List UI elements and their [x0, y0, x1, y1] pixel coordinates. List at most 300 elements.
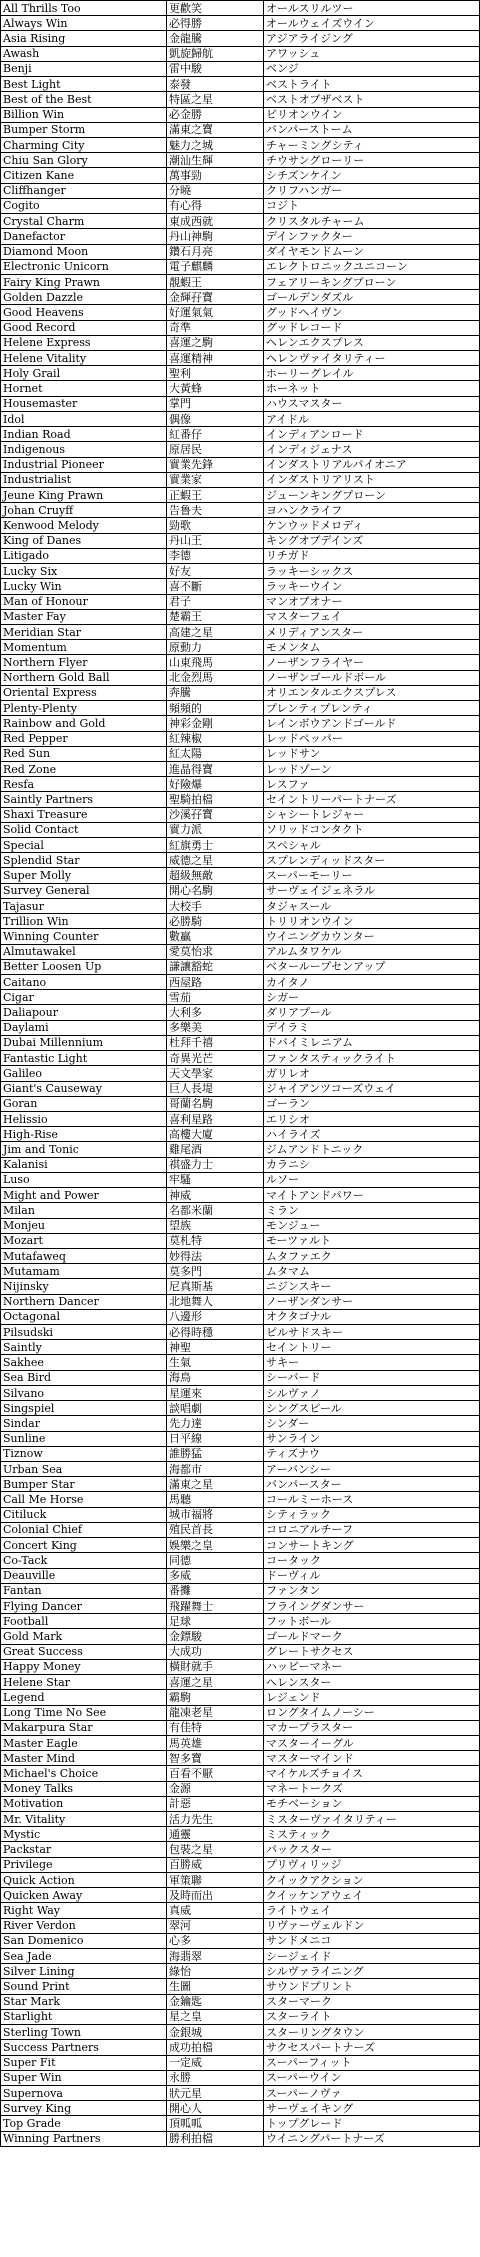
english-name-cell: Solid Contact	[1, 822, 167, 837]
japanese-name-cell: アーバンシー	[264, 1462, 480, 1477]
chinese-name-cell: 高樓大廈	[167, 1127, 264, 1142]
english-name-cell: Sunline	[1, 1431, 167, 1446]
english-name-cell: Tiznow	[1, 1446, 167, 1461]
chinese-name-cell: 勝利拍檔	[167, 2131, 264, 2146]
chinese-name-cell: 超級無敵	[167, 868, 264, 883]
table-row	[1, 351, 480, 366]
chinese-name-cell: 北金烈馬	[167, 670, 264, 685]
english-name-cell: Survey General	[1, 883, 167, 898]
japanese-name-cell: スーパーモーリー	[264, 868, 480, 883]
japanese-name-cell: シーバード	[264, 1370, 480, 1385]
english-name-cell: King of Danes	[1, 533, 167, 548]
table-row	[1, 1035, 480, 1050]
japanese-name-cell: ニジンスキー	[264, 1279, 480, 1294]
table-row	[1, 1568, 480, 1583]
table-row	[1, 1340, 480, 1355]
table-row	[1, 1918, 480, 1933]
english-name-cell: High-Rise	[1, 1127, 167, 1142]
table-row	[1, 1812, 480, 1827]
table-row	[1, 1355, 480, 1370]
english-name-cell: Singspiel	[1, 1401, 167, 1416]
chinese-name-cell: 神彩金剛	[167, 716, 264, 731]
table-row	[1, 2055, 480, 2070]
english-name-cell: Billion Win	[1, 107, 167, 122]
english-name-cell: Silver Lining	[1, 1964, 167, 1979]
english-name-cell: Charming City	[1, 137, 167, 152]
japanese-name-cell: オクタゴナル	[264, 1309, 480, 1324]
english-name-cell: Sound Print	[1, 1979, 167, 1994]
table-row	[1, 92, 480, 107]
japanese-name-cell: ベターループセンアップ	[264, 959, 480, 974]
chinese-name-cell: 分曉	[167, 183, 264, 198]
chinese-name-cell: 北地舞人	[167, 1294, 264, 1309]
japanese-name-cell: ベストライト	[264, 77, 480, 92]
japanese-name-cell: プレンティプレンティ	[264, 701, 480, 716]
english-name-cell: Master Mind	[1, 1751, 167, 1766]
table-row	[1, 1111, 480, 1126]
japanese-name-cell: ヘレンヴァイタリティー	[264, 351, 480, 366]
chinese-name-cell: 魅力之城	[167, 137, 264, 152]
chinese-name-cell: 金鏢駿	[167, 1629, 264, 1644]
table-row	[1, 1096, 480, 1111]
english-name-cell: Lucky Six	[1, 564, 167, 579]
english-name-cell: Helissio	[1, 1111, 167, 1126]
japanese-name-cell: ジムアンドトニック	[264, 1142, 480, 1157]
table-row	[1, 472, 480, 487]
english-name-cell: Football	[1, 1614, 167, 1629]
chinese-name-cell: 日平線	[167, 1431, 264, 1446]
chinese-name-cell: 及時而出	[167, 1888, 264, 1903]
table-row	[1, 411, 480, 426]
english-name-cell: Gold Mark	[1, 1629, 167, 1644]
english-name-cell: Co-Tack	[1, 1553, 167, 1568]
japanese-name-cell: スターライト	[264, 2009, 480, 2024]
english-name-cell: Right Way	[1, 1903, 167, 1918]
english-name-cell: Saintly	[1, 1340, 167, 1355]
table-row	[1, 975, 480, 990]
japanese-name-cell: カイタノ	[264, 975, 480, 990]
chinese-name-cell: 喜運精神	[167, 351, 264, 366]
table-row	[1, 1309, 480, 1324]
english-name-cell: Michael's Choice	[1, 1766, 167, 1781]
english-name-cell: Urban Sea	[1, 1462, 167, 1477]
table-row	[1, 838, 480, 853]
japanese-name-cell: マスターフェイ	[264, 609, 480, 624]
english-name-cell: Asia Rising	[1, 31, 167, 46]
japanese-name-cell: シルヴァノ	[264, 1385, 480, 1400]
japanese-name-cell: ピルサドスキー	[264, 1325, 480, 1340]
table-row	[1, 229, 480, 244]
english-name-cell: Splendid Star	[1, 853, 167, 868]
english-name-cell: Top Grade	[1, 2116, 167, 2131]
japanese-name-cell: トリリオンウイン	[264, 914, 480, 929]
japanese-name-cell: インディアンロード	[264, 427, 480, 442]
japanese-name-cell: ムタマム	[264, 1264, 480, 1279]
table-row	[1, 16, 480, 31]
table-row	[1, 1218, 480, 1233]
japanese-name-cell: サンライン	[264, 1431, 480, 1446]
japanese-name-cell: マンオブオナー	[264, 594, 480, 609]
chinese-name-cell: 談唱劇	[167, 1401, 264, 1416]
table-row	[1, 1583, 480, 1598]
chinese-name-cell: 天文學家	[167, 1066, 264, 1081]
english-name-cell: Star Mark	[1, 1994, 167, 2009]
chinese-name-cell: 紅辣椒	[167, 731, 264, 746]
japanese-name-cell: レインボウアンドゴールド	[264, 716, 480, 731]
chinese-name-cell: 開心人	[167, 2101, 264, 2116]
chinese-name-cell: 星之皇	[167, 2009, 264, 2024]
table-row	[1, 594, 480, 609]
japanese-name-cell: ムタファエク	[264, 1248, 480, 1263]
japanese-name-cell: ライトウェイ	[264, 1903, 480, 1918]
japanese-name-cell: シャシートレジャー	[264, 807, 480, 822]
japanese-name-cell: シチズンケイン	[264, 168, 480, 183]
chinese-name-cell: 真威	[167, 1903, 264, 1918]
english-name-cell: Litigado	[1, 548, 167, 563]
chinese-name-cell: 莫多門	[167, 1264, 264, 1279]
japanese-name-cell: フェアリーキングプローン	[264, 274, 480, 289]
english-name-cell: Resfa	[1, 777, 167, 792]
chinese-name-cell: 龍凍老星	[167, 1705, 264, 1720]
japanese-name-cell: ティズナウ	[264, 1446, 480, 1461]
chinese-name-cell: 滿東之星	[167, 1477, 264, 1492]
japanese-name-cell: サキー	[264, 1355, 480, 1370]
chinese-name-cell: 奇異光芒	[167, 1051, 264, 1066]
japanese-name-cell: グッドヘイヴン	[264, 305, 480, 320]
chinese-name-cell: 哥蘭名駒	[167, 1096, 264, 1111]
english-name-cell: Plenty-Plenty	[1, 701, 167, 716]
japanese-name-cell: ノーザンゴールドボール	[264, 670, 480, 685]
japanese-name-cell: バンパーストーム	[264, 122, 480, 137]
english-name-cell: Northern Flyer	[1, 655, 167, 670]
chinese-name-cell: 金輝孖寶	[167, 290, 264, 305]
japanese-name-cell: サーヴェイキング	[264, 2101, 480, 2116]
table-row	[1, 442, 480, 457]
english-name-cell: Giant's Causeway	[1, 1081, 167, 1096]
japanese-name-cell: ゴールデンダズル	[264, 290, 480, 305]
japanese-name-cell: ガリレオ	[264, 1066, 480, 1081]
japanese-name-cell: ラッキーシックス	[264, 564, 480, 579]
table-row	[1, 1720, 480, 1735]
english-name-cell: Mutamam	[1, 1264, 167, 1279]
chinese-name-cell: 娛樂之皇	[167, 1538, 264, 1553]
english-name-cell: Milan	[1, 1203, 167, 1218]
english-name-cell: Tajasur	[1, 898, 167, 913]
chinese-name-cell: 雞尾酒	[167, 1142, 264, 1157]
japanese-name-cell: ビリオンウイン	[264, 107, 480, 122]
table-row	[1, 1446, 480, 1461]
table-row	[1, 1507, 480, 1522]
japanese-name-cell: シングスピール	[264, 1401, 480, 1416]
english-name-cell: Crystal Charm	[1, 214, 167, 229]
english-name-cell: Daliapour	[1, 1005, 167, 1020]
table-row	[1, 1690, 480, 1705]
chinese-name-cell: 八邊形	[167, 1309, 264, 1324]
table-row	[1, 1477, 480, 1492]
chinese-name-cell: 同德	[167, 1553, 264, 1568]
chinese-name-cell: 實力派	[167, 822, 264, 837]
english-name-cell: Benji	[1, 61, 167, 76]
english-name-cell: Best of the Best	[1, 92, 167, 107]
english-name-cell: Special	[1, 838, 167, 853]
english-name-cell: Helene Vitality	[1, 351, 167, 366]
chinese-name-cell: 有心得	[167, 198, 264, 213]
english-name-cell: Luso	[1, 1172, 167, 1187]
chinese-name-cell: 智多寶	[167, 1751, 264, 1766]
japanese-name-cell: エレクトロニックユニコーン	[264, 259, 480, 274]
chinese-name-cell: 進晶得寶	[167, 761, 264, 776]
table-row	[1, 274, 480, 289]
chinese-name-cell: 尼真斯基	[167, 1279, 264, 1294]
table-row	[1, 1903, 480, 1918]
chinese-name-cell: 雷中駿	[167, 61, 264, 76]
chinese-name-cell: 馬英雄	[167, 1735, 264, 1750]
table-row	[1, 1157, 480, 1172]
chinese-name-cell: 實業家	[167, 472, 264, 487]
chinese-name-cell: 計惡	[167, 1796, 264, 1811]
english-name-cell: Legend	[1, 1690, 167, 1705]
english-name-cell: Cigar	[1, 990, 167, 1005]
english-name-cell: Better Loosen Up	[1, 959, 167, 974]
chinese-name-cell: 特區之星	[167, 92, 264, 107]
table-row	[1, 1431, 480, 1446]
english-name-cell: Kenwood Melody	[1, 518, 167, 533]
japanese-name-cell: レッドペッパー	[264, 731, 480, 746]
japanese-name-cell: アジアライジング	[264, 31, 480, 46]
table-row	[1, 366, 480, 381]
japanese-name-cell: オリエンタルエクスプレス	[264, 685, 480, 700]
table-row	[1, 670, 480, 685]
english-name-cell: Helene Express	[1, 335, 167, 350]
chinese-name-cell: 海鳥	[167, 1370, 264, 1385]
table-row	[1, 2025, 480, 2040]
japanese-name-cell: ドーヴィル	[264, 1568, 480, 1583]
chinese-name-cell: 橫財就手	[167, 1659, 264, 1674]
english-name-cell: Super Fit	[1, 2055, 167, 2070]
chinese-name-cell: 神聖	[167, 1340, 264, 1355]
table-row	[1, 1005, 480, 1020]
english-name-cell: Kalanisi	[1, 1157, 167, 1172]
japanese-name-cell: ヘレンエクスプレス	[264, 335, 480, 350]
japanese-name-cell: ジューンキングプローン	[264, 488, 480, 503]
english-name-cell: Motivation	[1, 1796, 167, 1811]
japanese-name-cell: スペシャル	[264, 838, 480, 853]
chinese-name-cell: 妙得法	[167, 1248, 264, 1263]
japanese-name-cell: セイントリーパートナーズ	[264, 792, 480, 807]
japanese-name-cell: ハイライズ	[264, 1127, 480, 1142]
table-row	[1, 1675, 480, 1690]
chinese-name-cell: 先力達	[167, 1416, 264, 1431]
english-name-cell: Red Pepper	[1, 731, 167, 746]
table-row	[1, 259, 480, 274]
table-row	[1, 990, 480, 1005]
japanese-name-cell: サンドメニコ	[264, 1933, 480, 1948]
table-row	[1, 1796, 480, 1811]
chinese-name-cell: 西屋路	[167, 975, 264, 990]
japanese-name-cell: ヨハンクライフ	[264, 503, 480, 518]
japanese-name-cell: フライングダンサー	[264, 1598, 480, 1613]
chinese-name-cell: 凱旋歸航	[167, 46, 264, 61]
english-name-cell: Happy Money	[1, 1659, 167, 1674]
chinese-name-cell: 萬事勁	[167, 168, 264, 183]
english-name-cell: Citiluck	[1, 1507, 167, 1522]
english-name-cell: Survey King	[1, 2101, 167, 2116]
table-row	[1, 792, 480, 807]
japanese-name-cell: クリスタルチャーム	[264, 214, 480, 229]
japanese-name-cell: ソリッドコンタクト	[264, 822, 480, 837]
table-row	[1, 898, 480, 913]
table-row	[1, 61, 480, 76]
chinese-name-cell: 實業先鋒	[167, 457, 264, 472]
english-name-cell: Danefactor	[1, 229, 167, 244]
english-name-cell: Fantan	[1, 1583, 167, 1598]
chinese-name-cell: 高建之星	[167, 624, 264, 639]
table-row	[1, 807, 480, 822]
chinese-name-cell: 大校手	[167, 898, 264, 913]
japanese-name-cell: スターリングタウン	[264, 2025, 480, 2040]
japanese-name-cell: ミラン	[264, 1203, 480, 1218]
japanese-name-cell: チャーミングシティ	[264, 137, 480, 152]
table-row	[1, 1294, 480, 1309]
japanese-name-cell: シージェイド	[264, 1949, 480, 1964]
chinese-name-cell: 神威	[167, 1188, 264, 1203]
chinese-name-cell: 滿東之寶	[167, 122, 264, 137]
english-name-cell: Caitano	[1, 975, 167, 990]
english-name-cell: Pilsudski	[1, 1325, 167, 1340]
chinese-name-cell: 軍策聯	[167, 1872, 264, 1887]
table-row	[1, 1233, 480, 1248]
english-name-cell: Mutafaweq	[1, 1248, 167, 1263]
chinese-name-cell: 足球	[167, 1614, 264, 1629]
english-name-cell: Super Molly	[1, 868, 167, 883]
chinese-name-cell: 奔騰	[167, 685, 264, 700]
english-name-cell: Indian Road	[1, 427, 167, 442]
chinese-name-cell: 生氣	[167, 1355, 264, 1370]
english-name-cell: Sea Jade	[1, 1949, 167, 1964]
table-row	[1, 1857, 480, 1872]
table-row	[1, 1538, 480, 1553]
table-row	[1, 746, 480, 761]
chinese-name-cell: 馬聽	[167, 1492, 264, 1507]
chinese-name-cell: 多威	[167, 1568, 264, 1583]
english-name-cell: All Thrills Too	[1, 1, 167, 16]
japanese-name-cell: サーヴェイジェネラル	[264, 883, 480, 898]
chinese-name-cell: 好運氣氣	[167, 305, 264, 320]
japanese-name-cell: コンサートキング	[264, 1538, 480, 1553]
japanese-name-cell: スーパーフィット	[264, 2055, 480, 2070]
english-name-cell: Red Sun	[1, 746, 167, 761]
japanese-name-cell: リチガド	[264, 548, 480, 563]
table-row	[1, 1385, 480, 1400]
table-row	[1, 1, 480, 16]
chinese-name-cell: 翠河	[167, 1918, 264, 1933]
english-name-cell: Concert King	[1, 1538, 167, 1553]
chinese-name-cell: 金龍騰	[167, 31, 264, 46]
japanese-name-cell: シティラック	[264, 1507, 480, 1522]
chinese-name-cell: 靚蝦王	[167, 274, 264, 289]
english-name-cell: River Verdon	[1, 1918, 167, 1933]
chinese-name-cell: 雪茄	[167, 990, 264, 1005]
chinese-name-cell: 金鑰匙	[167, 1994, 264, 2009]
english-name-cell: Rainbow and Gold	[1, 716, 167, 731]
japanese-name-cell: セイントリー	[264, 1340, 480, 1355]
english-name-cell: Goran	[1, 1096, 167, 1111]
chinese-name-cell: 星運來	[167, 1385, 264, 1400]
table-row	[1, 320, 480, 335]
english-name-cell: Almutawakel	[1, 944, 167, 959]
english-name-cell: Industrialist	[1, 472, 167, 487]
table-row	[1, 609, 480, 624]
table-row	[1, 716, 480, 731]
japanese-name-cell: ファンタスティックライト	[264, 1051, 480, 1066]
japanese-name-cell: プリヴィリッジ	[264, 1857, 480, 1872]
chinese-name-cell: 告鲁夫	[167, 503, 264, 518]
chinese-name-cell: 百看不厭	[167, 1766, 264, 1781]
japanese-name-cell: コジト	[264, 198, 480, 213]
table-row	[1, 2116, 480, 2131]
chinese-name-cell: 丹山王	[167, 533, 264, 548]
table-row	[1, 655, 480, 670]
english-name-cell: Winning Counter	[1, 929, 167, 944]
japanese-name-cell: ミスターヴァイタリティー	[264, 1812, 480, 1827]
chinese-name-cell: 東成西就	[167, 214, 264, 229]
japanese-name-cell: ノーザンフライヤー	[264, 655, 480, 670]
table-row	[1, 1142, 480, 1157]
chinese-name-cell: 有佳特	[167, 1720, 264, 1735]
english-name-cell: Momentum	[1, 640, 167, 655]
japanese-name-cell: モチベーション	[264, 1796, 480, 1811]
english-name-cell: Northern Dancer	[1, 1294, 167, 1309]
japanese-name-cell: レジェンド	[264, 1690, 480, 1705]
japanese-name-cell: レスファ	[264, 777, 480, 792]
table-row	[1, 929, 480, 944]
english-name-cell: Fantastic Light	[1, 1051, 167, 1066]
table-row	[1, 1172, 480, 1187]
table-row	[1, 2101, 480, 2116]
japanese-name-cell: マイトアンドパワー	[264, 1188, 480, 1203]
english-name-cell: Helene Star	[1, 1675, 167, 1690]
table-row	[1, 46, 480, 61]
japanese-name-cell: ルソー	[264, 1172, 480, 1187]
table-row	[1, 214, 480, 229]
english-name-cell: Electronic Unicorn	[1, 259, 167, 274]
table-row	[1, 381, 480, 396]
english-name-cell: Call Me Horse	[1, 1492, 167, 1507]
japanese-name-cell: レッドサン	[264, 746, 480, 761]
table-row	[1, 122, 480, 137]
chinese-name-cell: 李德	[167, 548, 264, 563]
chinese-name-cell: 泰發	[167, 77, 264, 92]
table-row	[1, 579, 480, 594]
english-name-cell: Flying Dancer	[1, 1598, 167, 1613]
english-name-cell: Good Heavens	[1, 305, 167, 320]
table-row	[1, 1264, 480, 1279]
table-row	[1, 1872, 480, 1887]
chinese-name-cell: 海都市	[167, 1462, 264, 1477]
japanese-name-cell: ホーネット	[264, 381, 480, 396]
table-row	[1, 2009, 480, 2024]
english-name-cell: Hornet	[1, 381, 167, 396]
chinese-name-cell: 謙讓豁蛇	[167, 959, 264, 974]
table-row	[1, 1949, 480, 1964]
table-row	[1, 2085, 480, 2100]
chinese-name-cell: 更歡笑	[167, 1, 264, 16]
english-name-cell: Deauville	[1, 1568, 167, 1583]
japanese-name-cell: コータック	[264, 1553, 480, 1568]
japanese-name-cell: キングオブデインズ	[264, 533, 480, 548]
table-row	[1, 305, 480, 320]
table-row	[1, 168, 480, 183]
